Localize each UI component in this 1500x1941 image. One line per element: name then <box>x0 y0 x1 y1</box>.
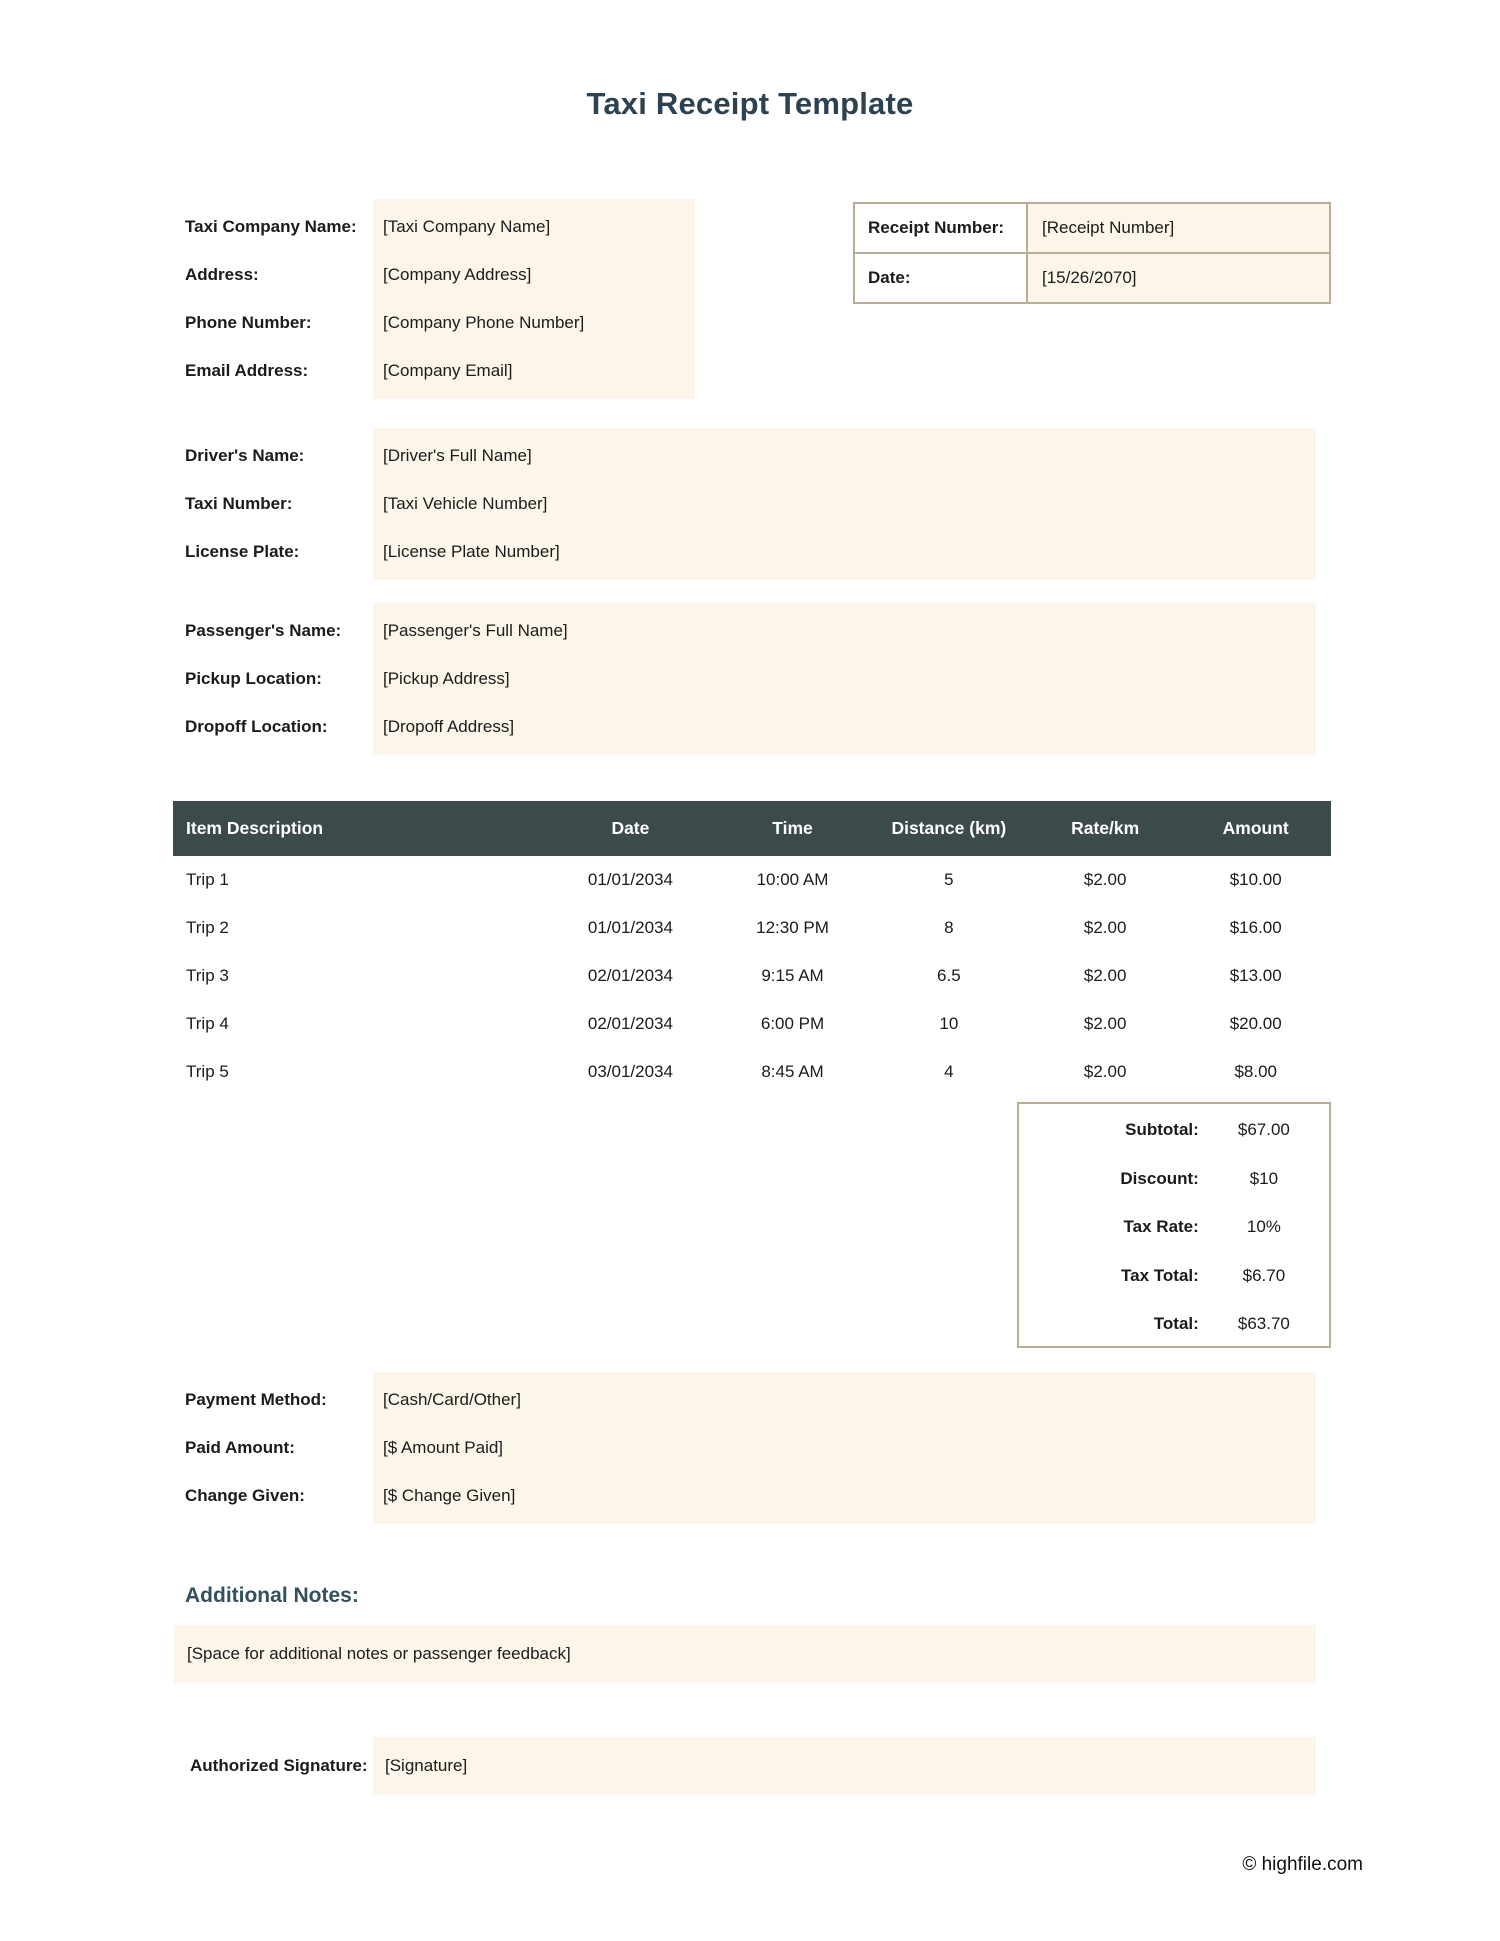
payment-info-labels <box>185 1372 373 1520</box>
subtotal-value: $67.00 <box>1237 1120 1290 1140</box>
total-value: $63.70 <box>1237 1314 1290 1334</box>
additional-notes-placeholder: [Space for additional notes or passenger feedback] <box>187 1644 571 1663</box>
company-info-section <box>185 199 695 399</box>
tax-rate-row <box>1019 1203 1329 1252</box>
col-header-amount: Amount <box>1180 801 1331 856</box>
payment-info-fields <box>373 1372 1316 1524</box>
discount-row <box>1019 1155 1329 1204</box>
passenger-info-labels <box>185 603 373 751</box>
receipt-number-label: Receipt Number: <box>854 203 1027 253</box>
dropoff-location-field[interactable]: [Dropoff Address] <box>383 717 515 736</box>
trip-amount-cell: $20.00 <box>1229 1014 1282 1033</box>
col-header-item-description: Item Description <box>173 801 544 856</box>
payment-method-field[interactable]: [Cash/Card/Other] <box>383 1390 521 1409</box>
trip-description-cell: Trip 3 <box>186 966 229 985</box>
trip-distance-cell: 6.5 <box>937 966 961 985</box>
subtotal-row <box>1019 1106 1329 1155</box>
trip-description-cell: Trip 5 <box>186 1062 229 1081</box>
pickup-location-label: Pickup Location: <box>185 669 322 688</box>
license-plate-field[interactable]: [License Plate Number] <box>383 542 560 561</box>
trip-amount-cell: $13.00 <box>1229 966 1282 985</box>
trip-date-cell: 02/01/2034 <box>587 1014 673 1033</box>
taxi-company-name-field[interactable]: [Taxi Company Name] <box>383 217 551 236</box>
company-info-labels <box>185 199 373 395</box>
trip-date-cell: 03/01/2034 <box>587 1062 673 1081</box>
taxi-number-label: Taxi Number: <box>185 494 293 513</box>
license-plate-label: License Plate: <box>185 542 300 561</box>
tax-rate-label: Tax Rate: <box>1123 1217 1199 1237</box>
passenger-name-field[interactable]: [Passenger's Full Name] <box>383 621 568 640</box>
total-row <box>1019 1300 1329 1349</box>
trip-date-cell: 01/01/2034 <box>587 870 673 889</box>
change-given-field[interactable]: [$ Change Given] <box>383 1486 516 1505</box>
taxi-number-field[interactable]: [Taxi Vehicle Number] <box>383 494 548 513</box>
paid-amount-label: Paid Amount: <box>185 1438 295 1457</box>
trip-row <box>173 1048 1331 1096</box>
driver-name-label: Driver's Name: <box>185 446 305 465</box>
trip-time-cell: 9:15 AM <box>761 966 824 985</box>
total-label: Total: <box>1153 1314 1199 1334</box>
passenger-info-section <box>185 603 1316 755</box>
trip-row <box>173 952 1331 1000</box>
paid-amount-field[interactable]: [$ Amount Paid] <box>383 1438 504 1457</box>
signature-field[interactable] <box>373 1737 1316 1795</box>
trip-rate-cell: $2.00 <box>1083 918 1127 937</box>
driver-name-field[interactable]: [Driver's Full Name] <box>383 446 532 465</box>
driver-info-labels <box>185 428 373 576</box>
receipt-number-field[interactable]: [Receipt Number] <box>1027 203 1330 253</box>
company-phone-label: Phone Number: <box>185 313 312 332</box>
col-header-time: Time <box>717 801 868 856</box>
totals-box <box>1017 1102 1331 1348</box>
trip-rate-cell: $2.00 <box>1083 1014 1127 1033</box>
trip-time-cell: 8:45 AM <box>761 1062 824 1081</box>
additional-notes-field[interactable] <box>174 1625 1316 1683</box>
col-header-date: Date <box>544 801 718 856</box>
trip-description-cell: Trip 4 <box>186 1014 229 1033</box>
trip-distance-cell: 4 <box>944 1062 954 1081</box>
receipt-number-row <box>854 203 1330 253</box>
tax-total-value: $6.70 <box>1242 1265 1286 1285</box>
trip-distance-cell: 5 <box>944 870 954 889</box>
company-email-label: Email Address: <box>185 361 309 380</box>
passenger-info-fields <box>373 603 1316 755</box>
trip-description-cell: Trip 2 <box>186 918 229 937</box>
company-info-fields <box>373 199 695 399</box>
taxi-company-name-label: Taxi Company Name: <box>185 217 357 236</box>
payment-method-label: Payment Method: <box>185 1390 327 1409</box>
trip-row <box>173 904 1331 952</box>
driver-info-fields <box>373 428 1316 580</box>
col-header-rate: Rate/km <box>1030 801 1181 856</box>
company-address-label: Address: <box>185 265 259 284</box>
receipt-date-label: Date: <box>854 253 1027 303</box>
dropoff-location-label: Dropoff Location: <box>185 717 328 736</box>
change-given-label: Change Given: <box>185 1486 305 1505</box>
trip-distance-cell: 8 <box>944 918 954 937</box>
trips-table <box>173 801 1331 1096</box>
trip-amount-cell: $8.00 <box>1234 1062 1277 1081</box>
signature-placeholder: [Signature] <box>385 1756 468 1775</box>
passenger-name-label: Passenger's Name: <box>185 621 342 640</box>
discount-value: $10 <box>1249 1168 1279 1188</box>
driver-info-section <box>185 428 1316 580</box>
company-address-field[interactable]: [Company Address] <box>383 265 532 284</box>
signature-section <box>190 1737 1316 1795</box>
trip-date-cell: 02/01/2034 <box>587 966 673 985</box>
trip-distance-cell: 10 <box>939 1014 959 1033</box>
trip-row <box>173 856 1331 904</box>
trip-date-cell: 01/01/2034 <box>587 918 673 937</box>
col-header-distance: Distance (km) <box>868 801 1030 856</box>
trips-header-row <box>173 801 1331 856</box>
tax-rate-value: 10% <box>1246 1217 1281 1237</box>
trip-time-cell: 12:30 PM <box>756 918 829 937</box>
receipt-date-row <box>854 253 1330 303</box>
trip-row <box>173 1000 1331 1048</box>
receipt-meta-table <box>853 202 1331 304</box>
footer-copyright: © highfile.com <box>1242 1854 1363 1875</box>
payment-info-section <box>185 1372 1316 1524</box>
pickup-location-field[interactable]: [Pickup Address] <box>383 669 510 688</box>
page-title: Taxi Receipt Template <box>586 86 914 121</box>
company-email-field[interactable]: [Company Email] <box>383 361 513 380</box>
receipt-date-field[interactable]: [15/26/2070] <box>1027 253 1330 303</box>
trip-time-cell: 10:00 AM <box>756 870 829 889</box>
trip-amount-cell: $16.00 <box>1229 918 1282 937</box>
company-phone-field[interactable]: [Company Phone Number] <box>383 313 585 332</box>
trip-description-cell: Trip 1 <box>186 870 229 889</box>
discount-label: Discount: <box>1120 1168 1199 1188</box>
trip-rate-cell: $2.00 <box>1083 966 1127 985</box>
additional-notes-heading: Additional Notes: <box>185 1584 359 1607</box>
subtotal-label: Subtotal: <box>1125 1120 1199 1140</box>
authorized-signature-label: Authorized Signature: <box>190 1756 368 1775</box>
trip-rate-cell: $2.00 <box>1083 1062 1127 1081</box>
trip-rate-cell: $2.00 <box>1083 870 1127 889</box>
tax-total-label: Tax Total: <box>1121 1265 1199 1285</box>
trip-time-cell: 6:00 PM <box>760 1014 825 1033</box>
tax-total-row <box>1019 1252 1329 1301</box>
trip-amount-cell: $10.00 <box>1229 870 1282 889</box>
